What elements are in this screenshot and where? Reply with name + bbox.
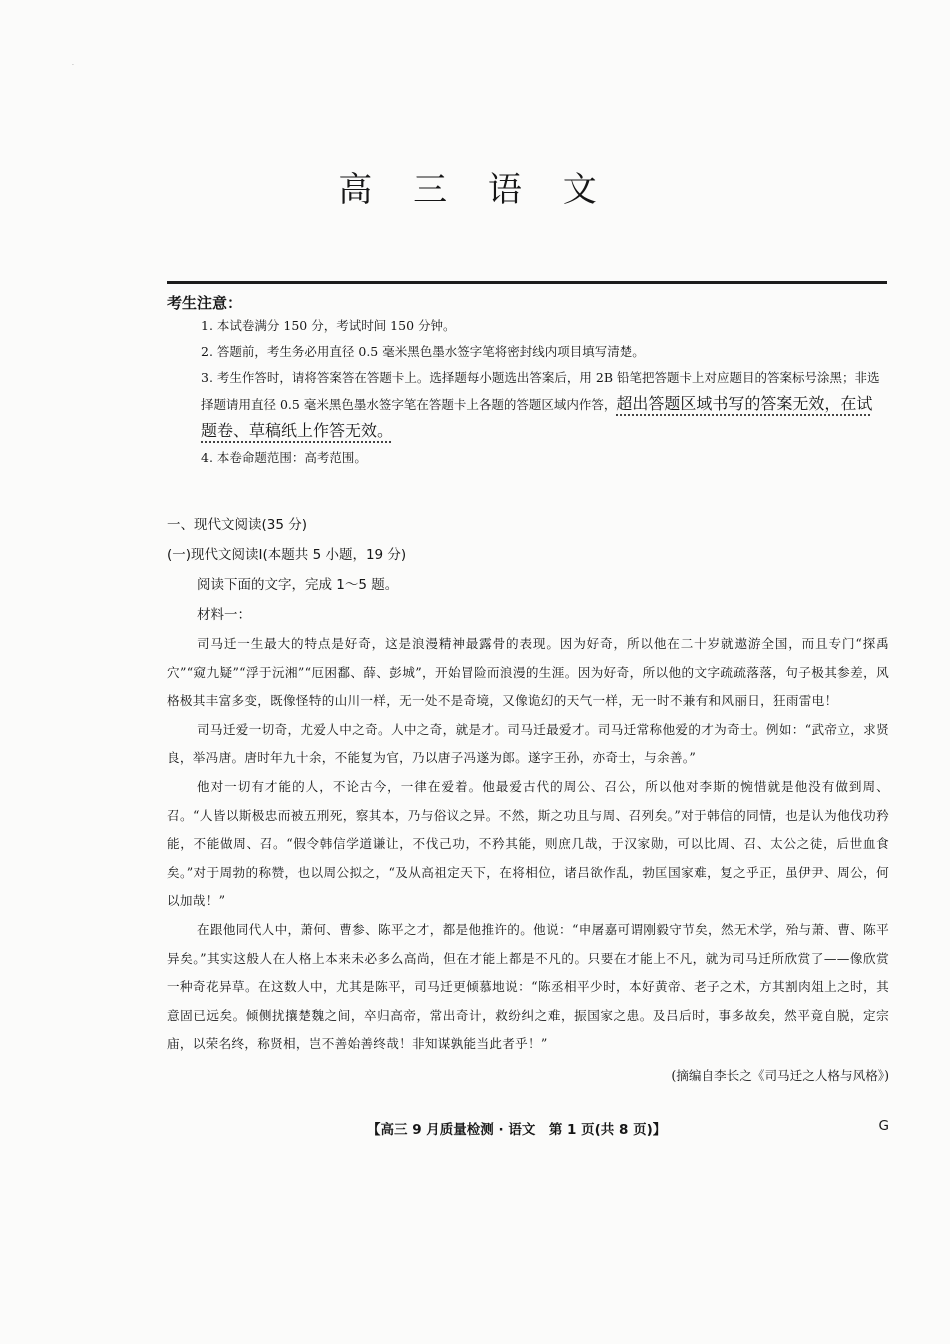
material-label: 材料一： bbox=[197, 607, 251, 623]
passage-paragraph: 司马迁爱一切奇，尤爱人中之奇。人中之奇，就是才。司马迁最爱才。司马迁常称他爱的才为奇士。例如：“武帝立，求贤良，举冯唐。唐时年九十余，不能复为官，乃以唐子冯遂为郎。遂字王孙，亦奇士，与余善。” bbox=[167, 721, 889, 766]
source-attribution: (摘编自李长之《司马迁之人格与风格》) bbox=[671, 1067, 889, 1083]
footer-text: 【高三 9 月质量检测 · 语文 第 1 页(共 8 页)】 bbox=[367, 1122, 667, 1138]
notice-block bbox=[167, 292, 887, 471]
notice-list bbox=[167, 313, 887, 471]
footer-code: G bbox=[878, 1118, 889, 1134]
notice-heading: 考生注意： bbox=[167, 294, 243, 312]
subsection-heading: (一)现代文阅读Ⅰ(本题共 5 小题，19 分) bbox=[167, 547, 407, 563]
notice-item-text: 3. 考生作答时，请将答案答在答题卡上。选择题每小题选出答案后，用 2B 铅笔把答题卡上对应题目的答案标号涂黑；非选择题请用直径 0.5 毫米黑色墨水签字笔在答题卡上各题的答题区域内作答， bbox=[201, 370, 880, 412]
passage-paragraph: 他对一切有才能的人，不论古今，一律在爱着。他最爱古代的周公、召公，所以他对李斯的惋惜就是他没有做到周、召。“人皆以斯极忠而被五刑死，察其本，乃与俗议之异。不然，斯之功且与周、召列矣。”对于韩信的同情，也是认为他伐功矜能，不能做周、召。“假令韩信学道谦让，不伐己功，不矜其能，则庶几哉，于汉家勋，可以比周、召、太公之徒，后世血食矣。”对于周勃的称赞，也以周公拟之，“及从高祖定天下，在将相位，诸吕欲作乱，勃匡国家难，复之乎正，虽伊尹、周公，何以加哉！” bbox=[167, 778, 889, 909]
page-title: 高 三 语 文 bbox=[338, 170, 612, 210]
notice-item: 2. 答题前，考生务必用直径 0.5 毫米黑色墨水签字笔将密封线内项目填写清楚。 bbox=[201, 344, 645, 359]
notice-item: 1. 本试卷满分 150 分，考试时间 150 分钟。 bbox=[201, 318, 456, 333]
notice-item bbox=[167, 365, 887, 445]
passage-paragraph: 司马迁一生最大的特点是好奇，这是浪漫精神最露骨的表现。因为好奇，所以他在二十岁就遨游全国，而且专门“探禹穴”“窥九疑”“浮于沅湘”“厄困鄱、薛、彭城”，开始冒险而浪漫的生涯。因为好奇，所以他的文字疏疏落落，句子极其参差，风格极其丰富多变，既像怪特的山川一样，无一处不是奇境，又像诡幻的天气一样，无一时不兼有和风丽日，狂雨雷电！ bbox=[167, 636, 889, 709]
scan-speck: · bbox=[72, 62, 74, 69]
reading-section bbox=[167, 510, 889, 1091]
header-rule bbox=[167, 281, 887, 284]
section-heading: 一、现代文阅读(35 分) bbox=[167, 517, 308, 533]
notice-emphasis: 超出答题区域书写的答案无效，在试题卷、草稿纸上作答无效。 bbox=[201, 394, 873, 440]
notice-item: 4. 本卷命题范围：高考范围。 bbox=[201, 450, 367, 465]
instruction: 阅读下面的文字，完成 1～5 题。 bbox=[197, 577, 399, 593]
passage-paragraph: 在跟他同代人中，萧何、曹参、陈平之才，都是他推许的。他说：“申屠嘉可谓刚毅守节矣，然无术学，殆与萧、曹、陈平异矣。”其实这般人在人格上本来未必多么高尚，但在才能上都是不凡的。只要在才能上不凡，就为司马迁所欣赏了——像欣赏一种奇花异草。在这数人中，尤其是陈平，司马迁更倾慕地说：“陈丞相平少时，本好黄帝、老子之术，方其割肉俎上之时，其意固已远矣。倾侧扰攘楚魏之间，卒归高帝，常出奇计，救纷纠之难，振国家之患。及吕后时，事多故矣，然平竟自脱，定宗庙，以荣名终，称贤相，岂不善始善终哉！非知谋孰能当此者乎！” bbox=[167, 921, 889, 1052]
